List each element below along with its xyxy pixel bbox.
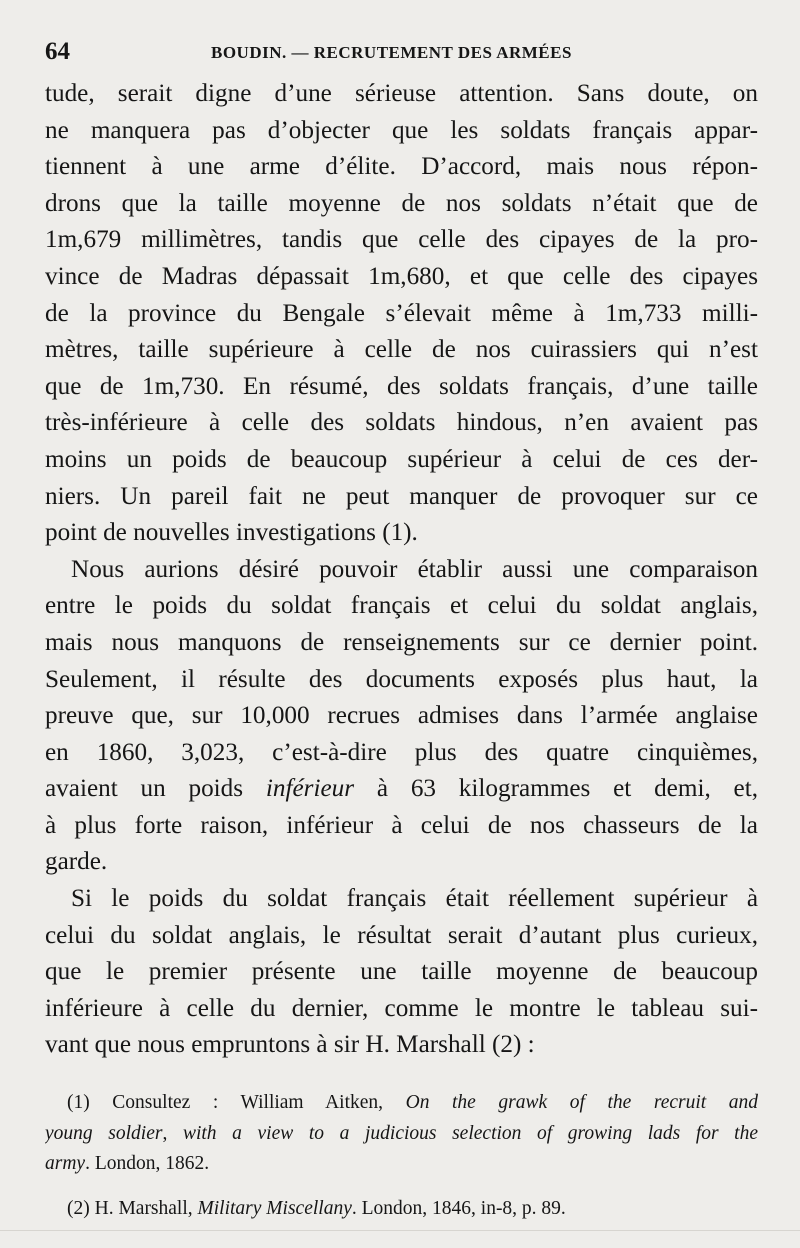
text-line (45, 771, 758, 808)
text-line: preuve que, sur 10,000 recrues admises dans l’armée anglaise (45, 702, 758, 730)
text-line: Seulement, il résulte des documents exposés plus haut, la (45, 665, 758, 693)
footnote-italic-text: with a view to a judicious selection of growing lads for the (182, 1122, 758, 1144)
text-line: en 1860, 3,023, c’est-à-dire plus des quatre cinquièmes, (45, 738, 758, 766)
text-line: que le premier présente une taille moyenne de beaucoup (45, 958, 758, 986)
text-line: 1m,679 millimètres, tandis que celle des cipayes de la pro- (45, 226, 758, 254)
footnote-line (45, 1119, 758, 1150)
text-line: de la province du Bengale s’élevait même à 1m,733 milli- (45, 299, 758, 327)
page-number: 64 (45, 38, 70, 65)
text-line: Si le poids du soldat français était réellement supérieur à (71, 885, 758, 913)
footnote-spacer (45, 1180, 758, 1194)
text-line: mètres, taille supérieure à celle de nos cuirassiers qui n’est (45, 336, 758, 364)
footnote-text: , (162, 1122, 183, 1144)
paragraph-3 (45, 881, 758, 1064)
text-line: tiennent à une arme d’élite. D’accord, mais nous répon- (45, 153, 758, 181)
page-body (45, 76, 758, 1064)
footnote-italic-text: On the grawk of the recruit and (405, 1092, 758, 1113)
text-line: vince de Madras dépassait 1m,680, et que celle des cipayes (45, 262, 758, 290)
text-line: Nous aurions désiré pouvoir établir aussi une comparaison (71, 555, 758, 583)
footnote-line (45, 1149, 758, 1180)
footnote-italic-text: army (45, 1153, 86, 1174)
footnote-italic-text: young soldier (45, 1122, 163, 1144)
footnote-1 (45, 1088, 758, 1180)
emphasized-word: inférieur (265, 775, 355, 803)
paragraph-1 (45, 76, 758, 552)
text-line: vant que nous empruntons à sir H. Marshall (2) : (45, 1031, 535, 1059)
text-line: très-inférieure à celle des soldats hindous, n’en avaient pas (45, 409, 758, 437)
text-line: celui du soldat anglais, le résultat serait d’autant plus curieux, (45, 921, 758, 949)
footnote-text: (1) Consultez : William Aitken, (67, 1092, 406, 1113)
page-edge-divider (0, 1230, 800, 1231)
page-header (45, 38, 765, 72)
text-line: moins un poids de beaucoup supérieur à celui de ces der- (45, 445, 758, 473)
paragraph-2 (45, 552, 758, 881)
running-head: BOUDIN. — RECRUTEMENT DES ARMÉES (211, 43, 572, 62)
footnote-2 (45, 1194, 758, 1225)
footnote-italic-text: Military Miscellany (197, 1197, 352, 1219)
text-line: niers. Un pareil fait ne peut manquer de provoquer sur ce (45, 482, 758, 510)
text-line: à plus forte raison, inférieur à celui de nos chasseurs de la (45, 811, 758, 839)
text-line: garde. (45, 848, 108, 876)
footnote-line (45, 1088, 758, 1119)
text-line: drons que la taille moyenne de nos soldats n’était que de (45, 189, 758, 217)
text-line: que de 1m,730. En résumé, des soldats français, d’une taille (45, 372, 758, 400)
footnotes (45, 1088, 758, 1224)
footnote-text: . London, 1846, in-8, p. 89. (351, 1197, 566, 1219)
text-line: entre le poids du soldat français et celui du soldat anglais, (45, 592, 758, 620)
text-line: point de nouvelles investigations (1). (45, 519, 418, 547)
text-line: mais nous manquons de renseignements sur ce dernier point. (45, 628, 758, 656)
text-run: à 63 kilogrammes et demi, et, (354, 775, 758, 803)
text-line: tude, serait digne d’une sérieuse attention. Sans doute, on (45, 80, 758, 107)
text-line: inférieure à celle du dernier, comme le montre le tableau sui- (45, 994, 758, 1022)
footnote-line (45, 1194, 758, 1225)
footnote-text: . London, 1862. (85, 1153, 210, 1174)
footnote-text: (2) H. Marshall, (67, 1197, 198, 1219)
text-line: ne manquera pas d’objecter que les soldats français appar- (45, 116, 758, 144)
text-run: avaient un poids (45, 775, 266, 803)
